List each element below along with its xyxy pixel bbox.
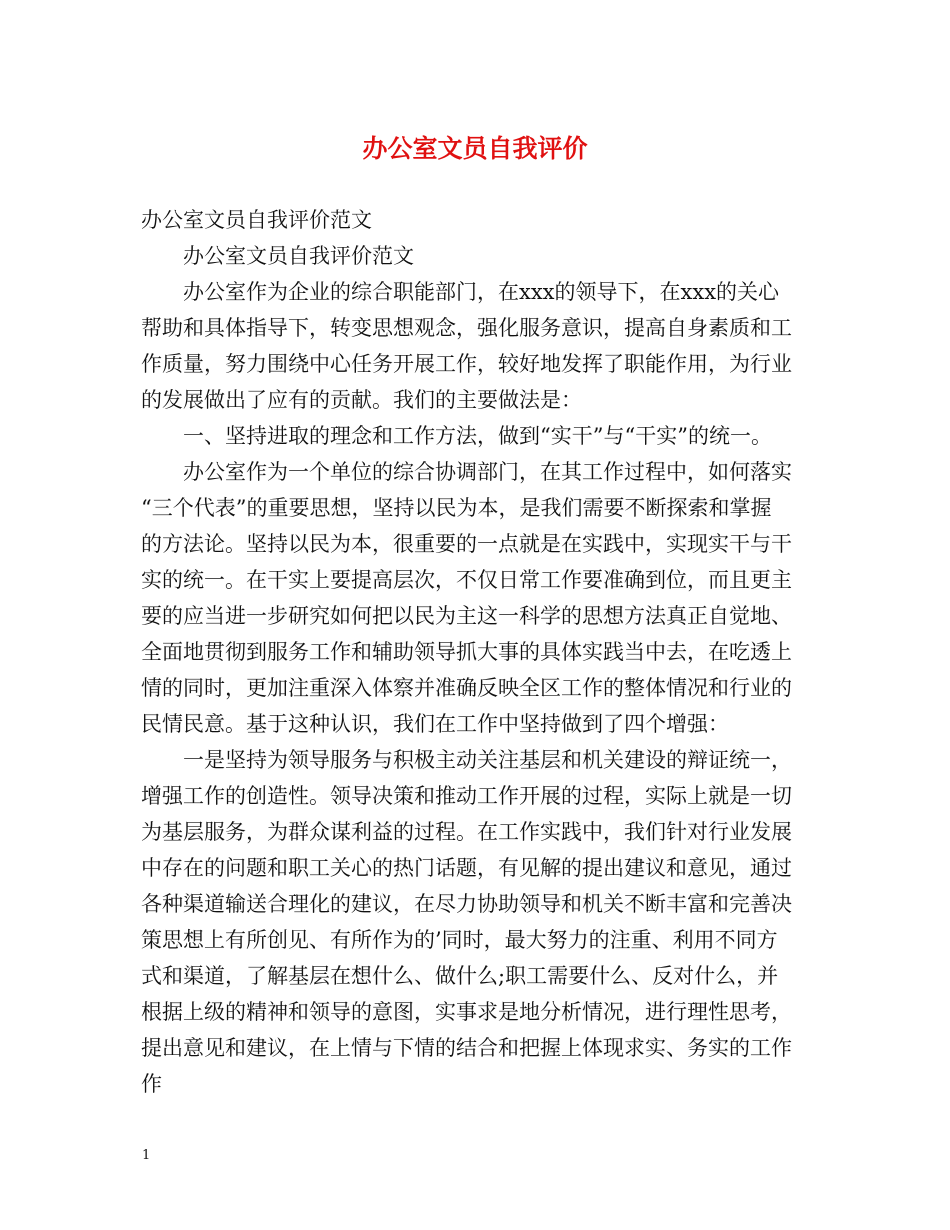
body-line: “三个代表”的重要思想，坚持以民为本，是我们需要不断探索和掌握 — [141, 496, 772, 520]
body-line: 作 — [141, 1072, 162, 1096]
body-line: 根据上级的精神和领导的意图，实事求是地分析情况，进行理性思考， — [141, 1000, 792, 1024]
body-line: 实的统一。在干实上要提高层次，不仅日常工作要准确到位，而且更主 — [141, 568, 792, 592]
body-line: 的发展做出了应有的贡献。我们的主要做法是： — [141, 388, 582, 412]
body-line: 作质量，努力围绕中心任务开展工作，较好地发挥了职能作用，为行业 — [141, 352, 792, 376]
body-line: 增强工作的创造性。领导决策和推动工作开展的过程，实际上就是一切 — [141, 784, 792, 808]
body-line: 为基层服务，为群众谋利益的过程。在工作实践中，我们针对行业发展 — [141, 820, 792, 844]
document-title: 办公室文员自我评价 — [362, 134, 588, 163]
body-line: 办公室作为一个单位的综合协调部门，在其工作过程中，如何落实 — [183, 460, 792, 484]
body-line: 的方法论。坚持以民为本，很重要的一点就是在实践中，实现实干与干 — [141, 532, 792, 556]
body-line: 办公室作为企业的综合职能部门，在xxx的领导下，在xxx的关心 — [183, 280, 780, 304]
body-line: 策思想上有所创见、有所作为的’同时，最大努力的注重、利用不同方 — [141, 928, 778, 952]
body-line: 中存在的问题和职工关心的热门话题，有见解的提出建议和意见，通过 — [141, 856, 792, 880]
body-line: 全面地贯彻到服务工作和辅助领导抓大事的具体实践当中去，在吃透上 — [141, 640, 792, 664]
body-line: 各种渠道输送合理化的建议，在尽力协助领导和机关不断丰富和完善决 — [141, 892, 792, 916]
body-line: 一、坚持进取的理念和工作方法，做到“实干”与“干实”的统一。 — [183, 424, 772, 448]
body-line: 办公室文员自我评价范文 — [141, 208, 372, 232]
document-body — [141, 202, 831, 1102]
body-line: 式和渠道，了解基层在想什么、做什么;职工需要什么、反对什么，并 — [141, 964, 779, 988]
body-line: 一是坚持为领导服务与积极主动关注基层和机关建设的辩证统一， — [183, 748, 792, 772]
body-line: 帮助和具体指导下，转变思想观念，强化服务意识，提高自身素质和工 — [141, 316, 792, 340]
page-number: 1 — [142, 1148, 151, 1163]
body-line: 情的同时，更加注重深入体察并准确反映全区工作的整体情况和行业的 — [141, 676, 792, 700]
body-line: 提出意见和建议，在上情与下情的结合和把握上体现求实、务实的工作 — [141, 1036, 792, 1060]
body-line: 要的应当进一步研究如何把以民为主这一科学的思想方法真正自觉地、 — [141, 604, 792, 628]
body-line: 办公室文员自我评价范文 — [183, 244, 414, 268]
body-line: 民情民意。基于这种认识，我们在工作中坚持做到了四个增强： — [141, 712, 729, 736]
